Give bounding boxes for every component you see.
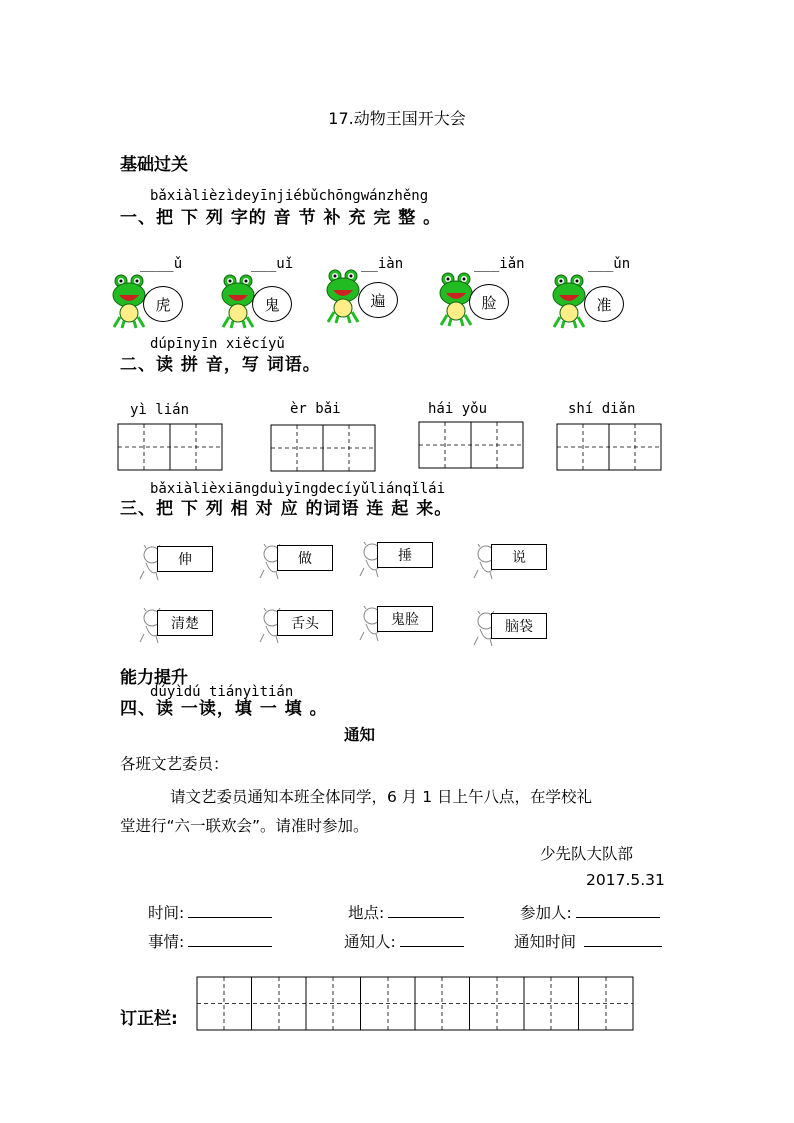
field-place-label: 地点: (348, 904, 385, 922)
q3-sign-row1-1[interactable]: 伸 (157, 546, 213, 572)
field-notifier-label: 通知人: (344, 933, 396, 951)
q1-blank-2[interactable]: ___uǐ (251, 256, 294, 272)
q3-sign-row1-3[interactable]: 捶 (377, 542, 433, 568)
q2-question: 二、读 拼 音，写 词语。 (120, 355, 321, 375)
notice-paragraph-line-2: 堂进行“六一联欢会”。请准时参加。 (120, 817, 369, 835)
field-notify-time-blank[interactable] (584, 932, 662, 947)
notice-signature: 少先队大队部 (540, 845, 634, 863)
q3-sign-row2-3[interactable]: 鬼脸 (377, 606, 433, 632)
q1-blank-3[interactable]: __iàn (361, 256, 404, 272)
field-participants-blank[interactable] (576, 903, 660, 918)
q1-question: 一、把 下 列 字的 音 节 补 充 完 整 。 (120, 208, 442, 228)
field-notifier-blank[interactable] (400, 932, 464, 947)
q1-char-3: 遍 (358, 282, 398, 318)
q1-pinyin: bǎxiàlièzìdeyīnjiébǔchōngwánzhěng (150, 188, 429, 204)
q3-sign-row1-4[interactable]: 说 (491, 544, 547, 570)
field-notify-time (514, 930, 662, 952)
q1-blank-1[interactable]: ____ǔ (140, 256, 183, 272)
q1-char-1: 虎 (143, 286, 183, 322)
q3-sign-row1-2[interactable]: 做 (277, 545, 333, 571)
q3-sign-row2-4[interactable]: 脑袋 (491, 613, 547, 639)
q4-question: 四、读 一读，填 一 填 。 (120, 699, 328, 719)
q3-sign-row2-1[interactable]: 清楚 (157, 610, 213, 636)
field-time-label: 时间: (148, 904, 185, 922)
field-notify-time-label: 通知时间 (514, 933, 577, 951)
field-event-label: 事情: (148, 933, 185, 951)
notice-salutation: 各班文艺委员： (120, 755, 229, 773)
q1-blank-4[interactable]: ___iǎn (474, 256, 525, 272)
field-notifier (344, 930, 464, 952)
field-place (348, 901, 464, 923)
q2-word-pinyin-4: shí diǎn (568, 401, 636, 417)
page-title: 17.动物王国开大会 (328, 109, 466, 128)
q1-char-2: 鬼 (252, 286, 292, 322)
q4-pinyin: dúyìdú tiányìtián (150, 684, 294, 700)
notice-date: 2017.5.31 (586, 871, 665, 889)
field-time-blank[interactable] (188, 903, 272, 918)
correction-label: 订正栏: (120, 1009, 178, 1029)
section-ability-heading: 能力提升 (120, 668, 188, 688)
q1-blank-5[interactable]: ___ǔn (588, 256, 631, 272)
q3-sign-row2-2[interactable]: 舌头 (277, 610, 333, 636)
notice-title: 通知 (344, 726, 376, 744)
field-place-blank[interactable] (388, 903, 464, 918)
field-event (148, 930, 272, 952)
q1-char-4: 脸 (469, 284, 509, 320)
q3-pinyin: bǎxiàlièxiāngduìyīngdecíyǔliánqǐlái (150, 481, 446, 497)
correction-grid[interactable] (196, 976, 634, 1032)
field-participants-label: 参加人: (520, 904, 572, 922)
notice-paragraph-line-1: 请文艺委员通知本班全体同学，6 月 1 日上午八点，在学校礼 (170, 788, 593, 806)
q2-pinyin: dúpīnyīn xiěcíyǔ (150, 336, 285, 352)
section-basic-heading: 基础过关 (120, 155, 188, 175)
field-time (148, 901, 272, 923)
q2-word-pinyin-1: yì lián (130, 402, 190, 418)
q3-question: 三、把 下 列 相 对 应 的词语 连 起 来。 (120, 499, 453, 519)
q2-word-pinyin-2: èr bǎi (290, 401, 341, 417)
field-participants (520, 901, 660, 923)
q1-char-5: 准 (584, 286, 624, 322)
q2-word-pinyin-3: hái yǒu (428, 401, 488, 417)
field-event-blank[interactable] (188, 932, 272, 947)
